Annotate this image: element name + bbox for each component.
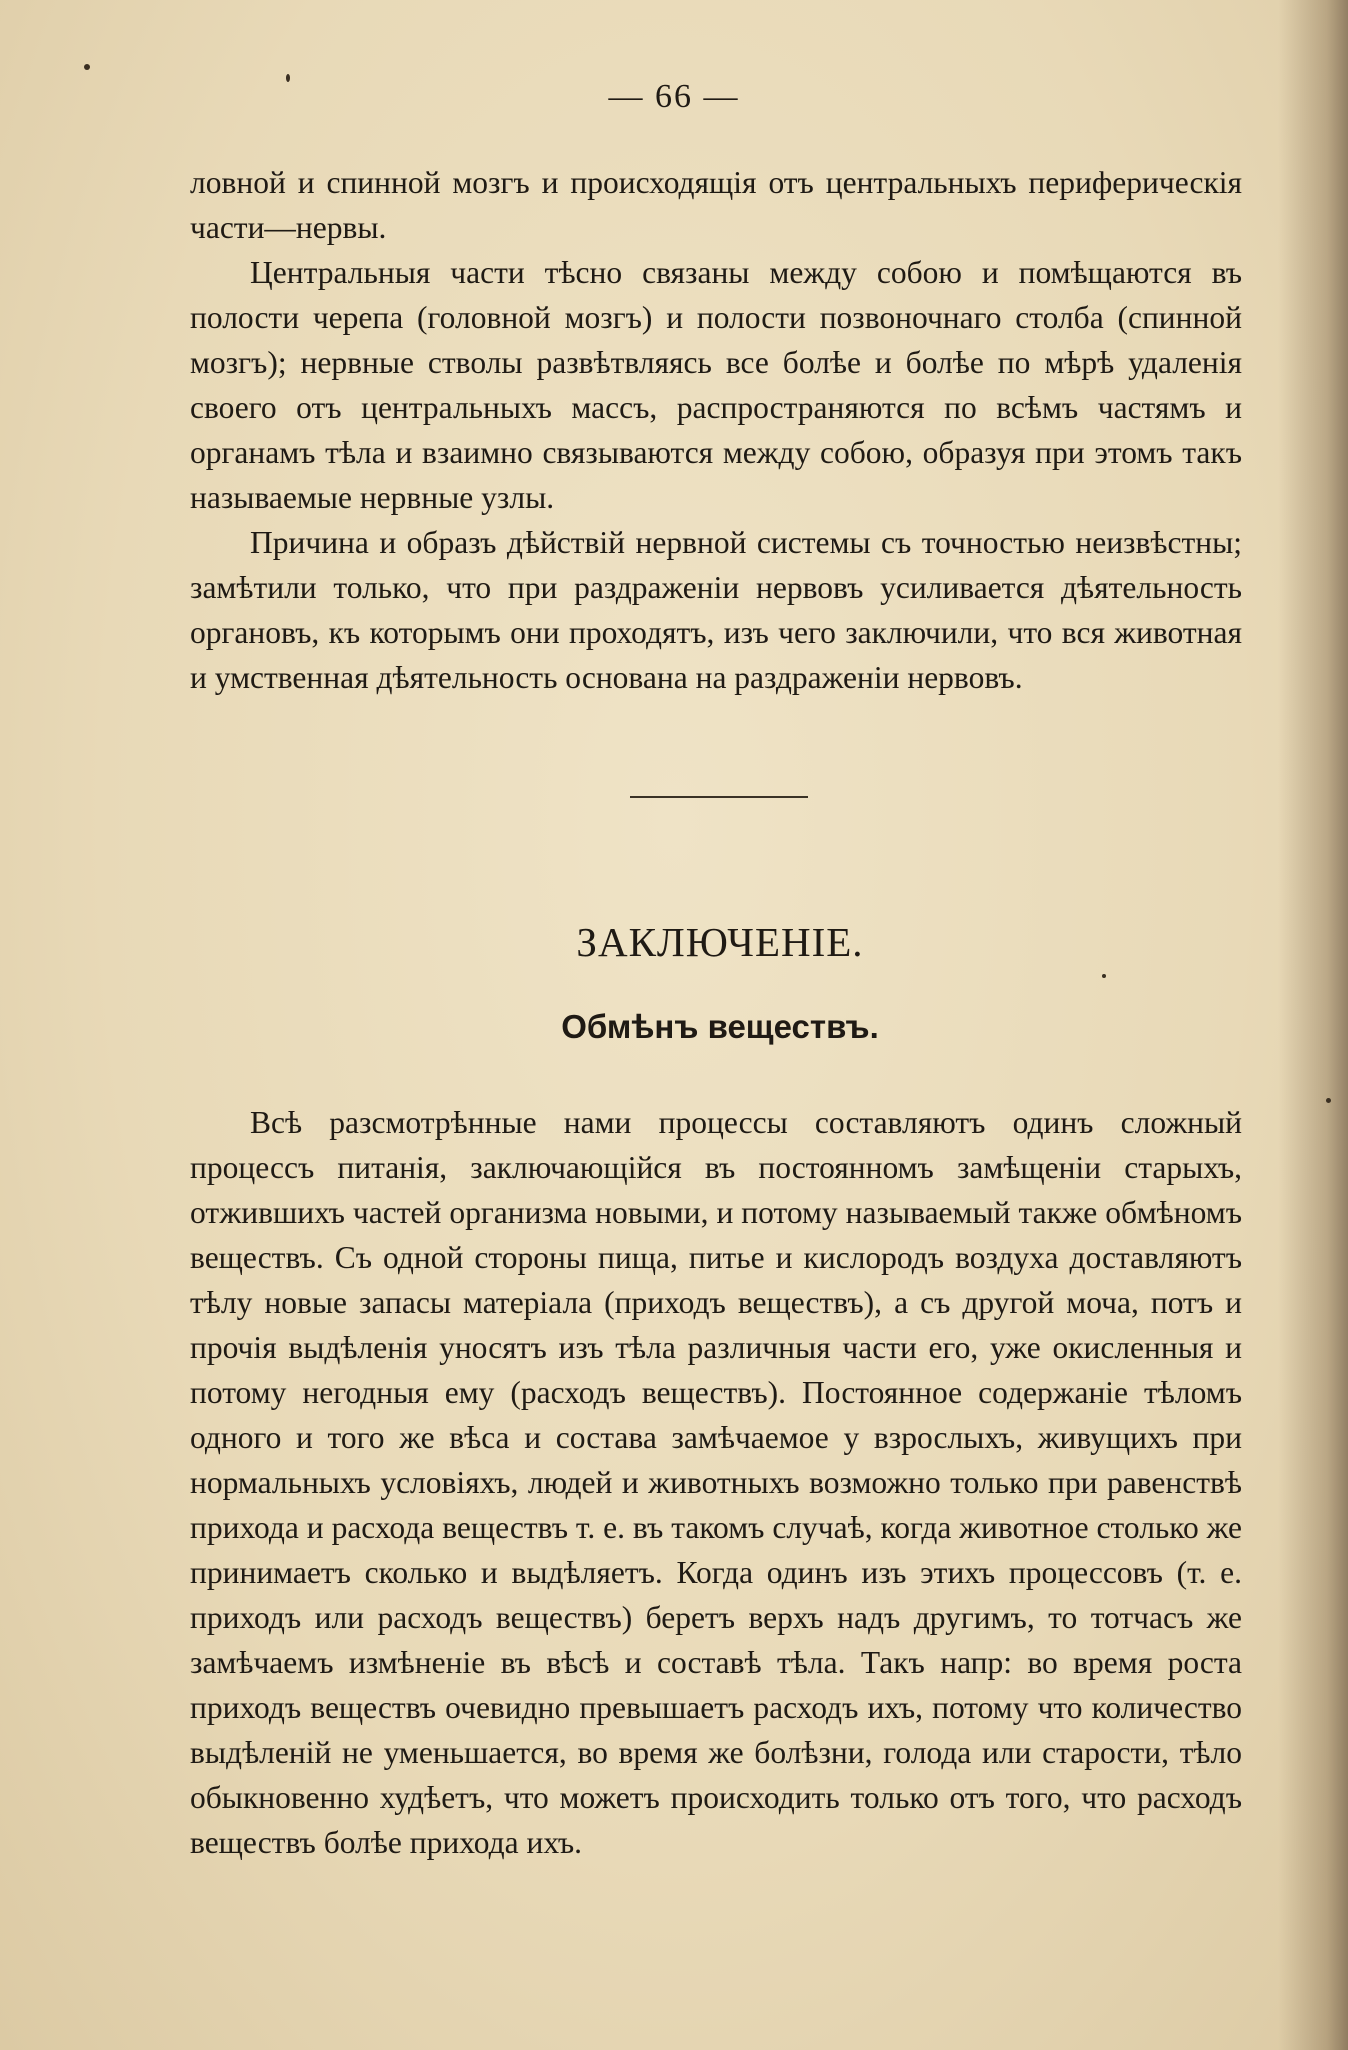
paragraph-continuation: ловной и спинной мозгъ и происходящія отъ центральныхъ периферическія части—нервы. [190, 165, 1242, 245]
section-subheading: Обмѣнъ веществъ. [561, 1008, 879, 1045]
top-text-block [190, 160, 1242, 700]
paragraph-metabolism: Всѣ разсмотрѣнные нами процессы составляютъ одинъ сложный процессъ питанія, заключающійся въ постоянномъ замѣщеніи старыхъ, отжившихъ частей организма новыми, и потому называемый также обмѣномъ веществъ. Съ одной стороны пища, питье и кислородъ воздуха доставляютъ тѣлу новые запасы матеріала (приходъ веществъ), а съ другой моча, потъ и прочія выдѣленія уносятъ изъ тѣла различныя части его, уже окисленныя и потому негодныя ему (расходъ веществъ). Постоянное содержаніе тѣломъ одного и того же вѣса и состава замѣчаемое у взрослыхъ, живущихъ при нормальныхъ условіяхъ, людей и животныхъ возможно только при равенствѣ прихода и расхода веществъ т. е. въ такомъ случаѣ, когда животное столько же принимаетъ сколько и выдѣляетъ. Когда одинъ изъ этихъ процессовъ (т. е. приходъ или расходъ веществъ) беретъ верхъ надъ другимъ, то тотчасъ же замѣчаемъ измѣненіе въ вѣсѣ и составѣ тѣла. Такъ напр: во время роста приходъ веществъ очевидно превышаетъ расходъ ихъ, потому что количество выдѣленій не уменьшается, во время же болѣзни, голода или старости, тѣло обыкновенно худѣетъ, что можетъ происходить только отъ того, что расходъ веществъ болѣе прихода ихъ. [190, 1105, 1242, 1860]
conclusion-text-block [190, 1100, 1242, 1865]
section-divider [630, 796, 808, 798]
section-heading: ЗАКЛЮЧЕНІЕ. [576, 919, 864, 965]
paragraph-nervous-action: Причина и образъ дѣйствій нервной системы съ точностью неизвѣстны; замѣтили только, что при раздраженіи нервовъ усиливается дѣятельность органовъ, къ которымъ они проходятъ, изъ чего заключили, что вся животная и умственная дѣятельность основана на раздраженіи нервовъ. [190, 525, 1242, 695]
paragraph-central-parts: Центральныя части тѣсно связаны между собою и помѣщаются въ полости черепа (головной мозгъ) и полости позвоночнаго столба (спинной мозгъ); нервные стволы развѣтвляясь все болѣе и болѣе по мѣрѣ удаленія своего отъ центральныхъ массъ, распространяются по всѣмъ частямъ и органамъ тѣла и взаимно связываются между собою, образуя при этомъ такъ называемые нервные узлы. [190, 255, 1242, 515]
ink-speck [1102, 974, 1106, 978]
page-number: — 66 — [608, 78, 740, 115]
ink-speck [1326, 1098, 1331, 1103]
ink-speck [84, 64, 90, 70]
